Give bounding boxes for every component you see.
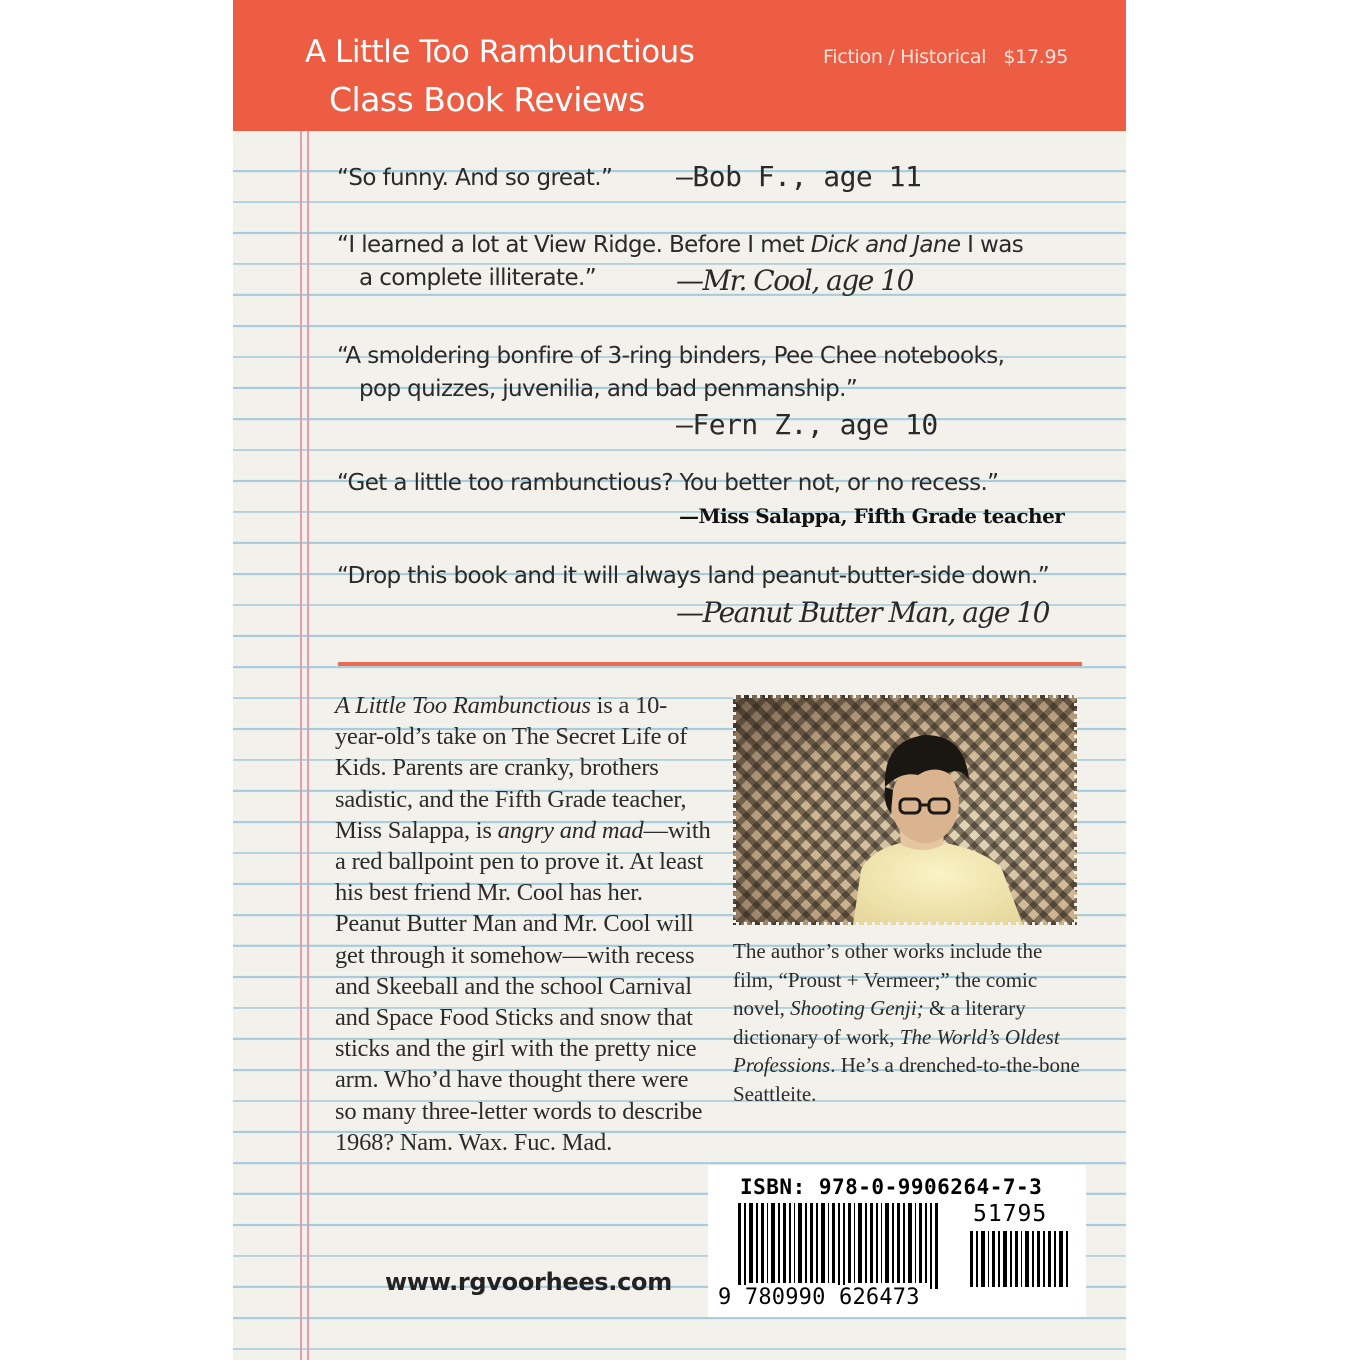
review-attribution: —Peanut Butter Man, age 10	[676, 596, 1049, 629]
genre-price: Fiction / Historical $17.95	[823, 46, 1069, 68]
review-quote	[337, 162, 612, 195]
author-website: www.rgvoorhees.com	[385, 1268, 672, 1296]
ean-number: 9 780990 626473	[718, 1285, 920, 1310]
quote-text: “Drop this book and it will always land peanut-butter-side down.”	[337, 563, 1050, 589]
header-banner	[233, 0, 1126, 131]
title-line-1: A Little Too Rambunctious	[305, 34, 695, 70]
book-title-italic: A Little Too Rambunctious	[335, 692, 591, 719]
author-photo	[733, 695, 1077, 925]
isbn-barcode	[708, 1165, 1086, 1317]
review-attribution: —Bob F., age 11	[676, 160, 922, 193]
review-quote	[337, 560, 1049, 593]
price-code: 51795	[973, 1201, 1048, 1227]
book-back-cover	[233, 0, 1126, 1360]
book-description: A Little Too Rambunctious is a 10-year-old’s take on The Secret Life of Kids. Parents are cranky, brothers sadistic, and the Fifth Grade teacher, Miss Salappa, is angry and mad—with a red ballpoint pen to prove it. At least his best friend Mr. Cool has her. Peanut Butter Man and Mr. Cool will get through it somehow—with recess and Skeeball and the school Carnival and Space Food Sticks and snow that sticks and the girl with the pretty nice arm. Who’d have thought there were so many three-letter words to describe 1968? Nam. Wax. Fuc. Mad.	[335, 692, 711, 1156]
author-bio: The author’s other works include the film, “Proust + Vermeer;” the comic novel, Shooting Genji; & a literary dictionary of work, The World’s Oldest Professions. He’s a drenched-to-the-bone Seattleite.	[733, 939, 1080, 1106]
review-quote	[337, 467, 999, 500]
review-quote	[337, 340, 1004, 406]
quote-text-line2: a complete illiterate.”	[359, 265, 597, 291]
quote-text: “So funny. And so great.”	[337, 165, 613, 191]
margin-line-right	[307, 130, 309, 1360]
isbn-label: ISBN: 978-0-9906264-7-3	[740, 1175, 1043, 1199]
quote-text: “A smoldering bonfire of 3-ring binders, Pee Chee notebooks,	[337, 343, 1005, 369]
quote-text: “I learned a lot at View Ridge. Before I met Dick and Jane I was	[337, 232, 1024, 258]
quote-text-line2: pop quizzes, juvenilia, and bad penmanship.”	[359, 376, 858, 402]
section-divider	[338, 662, 1082, 666]
title-line-2: Class Book Reviews	[329, 80, 645, 119]
quote-text: “Get a little too rambunctious? You better not, or no recess.”	[337, 470, 999, 496]
review-attribution: —Miss Salappa, Fifth Grade teacher	[679, 504, 1065, 528]
review-attribution: —Fern Z., age 10	[676, 408, 938, 441]
margin-line-left	[300, 130, 302, 1360]
review-attribution: —Mr. Cool, age 10	[676, 264, 913, 297]
